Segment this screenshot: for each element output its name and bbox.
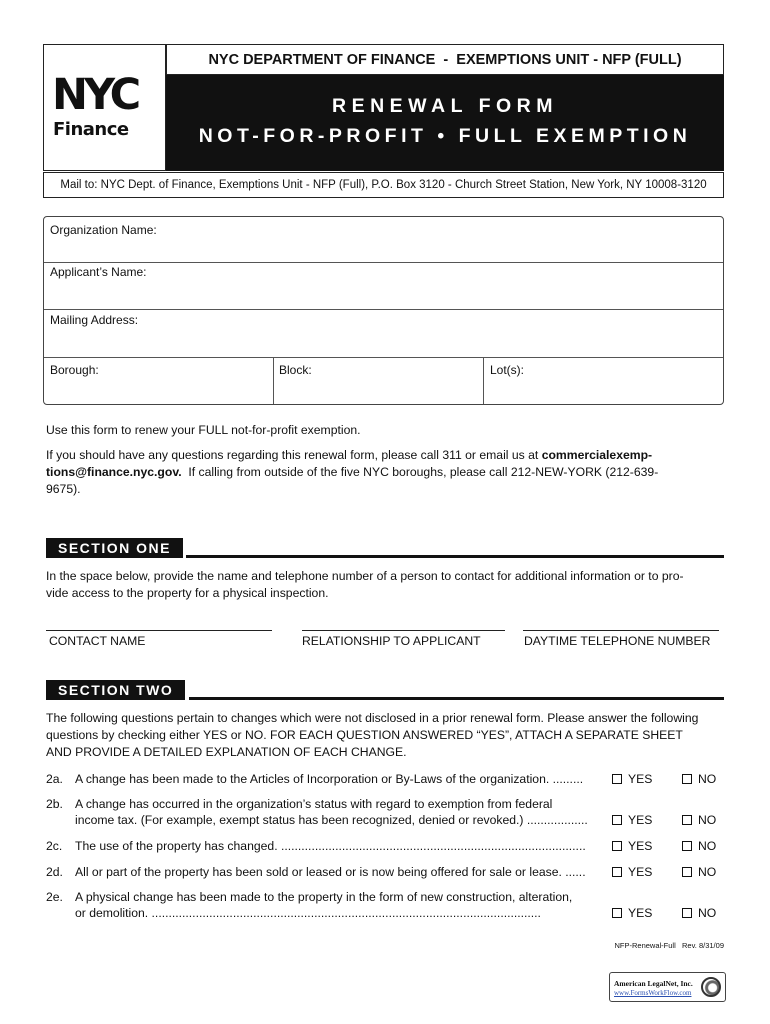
divider xyxy=(483,357,484,404)
section-rule xyxy=(189,697,724,700)
divider xyxy=(44,309,723,310)
divider xyxy=(44,262,723,263)
email-link[interactable]: commercialexemp- xyxy=(541,448,653,462)
yes-checkbox[interactable] xyxy=(612,813,652,827)
phone-line[interactable] xyxy=(523,630,719,631)
question-number: 2a. xyxy=(46,772,63,786)
mail-to-address: Mail to: NYC Dept. of Finance, Exemptions Unit - NFP (Full), P.O. Box 3120 - Church Street Station, New York, NY 10008-3120 xyxy=(43,172,724,198)
checkbox-icon xyxy=(682,841,692,851)
form-title: RENEWAL FORM xyxy=(332,95,558,117)
question-text: A change has been made to the Articles of Incorporation or By-Laws of the organization. ......... xyxy=(75,772,584,786)
yes-label: YES xyxy=(628,813,653,827)
checkbox-icon xyxy=(612,908,622,918)
publisher-link[interactable]: www.FormsWorkFlow.com xyxy=(614,989,692,997)
applicant-name-field[interactable]: Applicant’s Name: xyxy=(50,265,147,279)
section-two-line: questions by checking either YES or NO. FOR EACH QUESTION ANSWERED “YES”, ATTACH A SEPARATE SHEET xyxy=(46,728,683,742)
yes-label: YES xyxy=(628,906,653,920)
relationship-label: RELATIONSHIP TO APPLICANT xyxy=(302,634,481,648)
logo-nyc-text: NYC xyxy=(52,70,138,120)
department-line: NYC DEPARTMENT OF FINANCE - EXEMPTIONS UNIT - NFP (FULL) xyxy=(166,44,724,75)
no-label: NO xyxy=(698,813,717,827)
section-one-text xyxy=(46,568,726,602)
no-checkbox[interactable] xyxy=(682,839,716,853)
question-text: All or part of the property has been sold or leased or is now being offered for sale or lease. ...... xyxy=(75,865,586,879)
form-subtitle: NOT-FOR-PROFIT • FULL EXEMPTION xyxy=(198,125,692,147)
form-revision-id: NFP-Renewal-Full Rev. 8/31/09 xyxy=(614,941,724,950)
checkbox-icon xyxy=(682,815,692,825)
divider xyxy=(273,357,274,404)
question-text: The use of the property has changed. .......................................................................................... xyxy=(75,839,586,853)
organization-info-box xyxy=(43,216,724,405)
no-checkbox[interactable] xyxy=(682,865,716,879)
section-rule xyxy=(186,555,724,558)
checkbox-icon xyxy=(612,867,622,877)
question-text: A change has occurred in the organization’s status with regard to exemption from federal xyxy=(75,797,553,811)
yes-label: YES xyxy=(628,865,653,879)
phone-label: DAYTIME TELEPHONE NUMBER xyxy=(524,634,711,648)
yes-label: YES xyxy=(628,839,653,853)
no-checkbox[interactable] xyxy=(682,772,716,786)
intro-text: If you should have any questions regarding this renewal form, please call 311 or email us at xyxy=(46,448,542,462)
section-one-line: vide access to the property for a physical inspection. xyxy=(46,586,329,600)
publisher-name: American LegalNet, Inc. xyxy=(614,979,693,988)
form-title-banner xyxy=(166,75,724,171)
section-one-header xyxy=(46,538,724,558)
block-field[interactable]: Block: xyxy=(279,363,312,377)
yes-checkbox[interactable] xyxy=(612,839,652,853)
lots-field[interactable]: Lot(s): xyxy=(490,363,525,377)
question-text: income tax. (For example, exempt status has been recognized, denied or revoked.) .................. xyxy=(75,813,588,827)
question-text: A physical change has been made to the property in the form of new construction, alteration, xyxy=(75,890,573,904)
question-number: 2c. xyxy=(46,839,63,853)
no-label: NO xyxy=(698,772,717,786)
email-link[interactable]: tions@finance.nyc.gov. xyxy=(46,465,182,479)
section-one-title: SECTION ONE xyxy=(46,538,183,558)
yes-checkbox[interactable] xyxy=(612,772,652,786)
yes-checkbox[interactable] xyxy=(612,865,652,879)
no-checkbox[interactable] xyxy=(682,906,716,920)
intro-contact-paragraph xyxy=(46,447,726,498)
no-label: NO xyxy=(698,839,717,853)
organization-name-field[interactable]: Organization Name: xyxy=(50,223,157,237)
yes-checkbox[interactable] xyxy=(612,906,652,920)
intro-text: If calling from outside of the five NYC boroughs, please call 212-NEW-YORK (212-639- xyxy=(181,465,659,479)
checkbox-icon xyxy=(612,815,622,825)
section-two-line: The following questions pertain to changes which were not disclosed in a prior renewal form. Please answer the following xyxy=(46,711,699,725)
relationship-line[interactable] xyxy=(302,630,505,631)
intro-line: Use this form to renew your FULL not-for-profit exemption. xyxy=(46,423,361,437)
publisher-stamp xyxy=(609,972,726,1002)
checkbox-icon xyxy=(682,867,692,877)
section-two-line: AND PROVIDE A DETAILED EXPLANATION OF EACH CHANGE. xyxy=(46,745,407,759)
yes-label: YES xyxy=(628,772,653,786)
section-two-title: SECTION TWO xyxy=(46,680,185,700)
checkbox-icon xyxy=(612,841,622,851)
question-text: or demolition. ................................................................................................................... xyxy=(75,906,541,920)
logo-finance-text: Finance xyxy=(53,119,129,140)
checkbox-icon xyxy=(682,908,692,918)
no-label: NO xyxy=(698,906,717,920)
section-one-line: In the space below, provide the name and telephone number of a person to contact for additional information or to pro- xyxy=(46,569,684,583)
nyc-finance-logo xyxy=(43,44,166,171)
section-two-header xyxy=(46,680,724,700)
mailing-address-field[interactable]: Mailing Address: xyxy=(50,313,139,327)
borough-field[interactable]: Borough: xyxy=(50,363,99,377)
publisher-logo-icon xyxy=(701,977,721,997)
question-number: 2d. xyxy=(46,865,63,879)
intro-text: 9675). xyxy=(46,482,81,496)
checkbox-icon xyxy=(612,774,622,784)
section-two-text xyxy=(46,710,726,761)
contact-name-label: CONTACT NAME xyxy=(49,634,146,648)
no-label: NO xyxy=(698,865,717,879)
no-checkbox[interactable] xyxy=(682,813,716,827)
divider xyxy=(44,357,723,358)
question-number: 2e. xyxy=(46,890,63,904)
contact-name-line[interactable] xyxy=(46,630,272,631)
question-number: 2b. xyxy=(46,797,63,811)
checkbox-icon xyxy=(682,774,692,784)
